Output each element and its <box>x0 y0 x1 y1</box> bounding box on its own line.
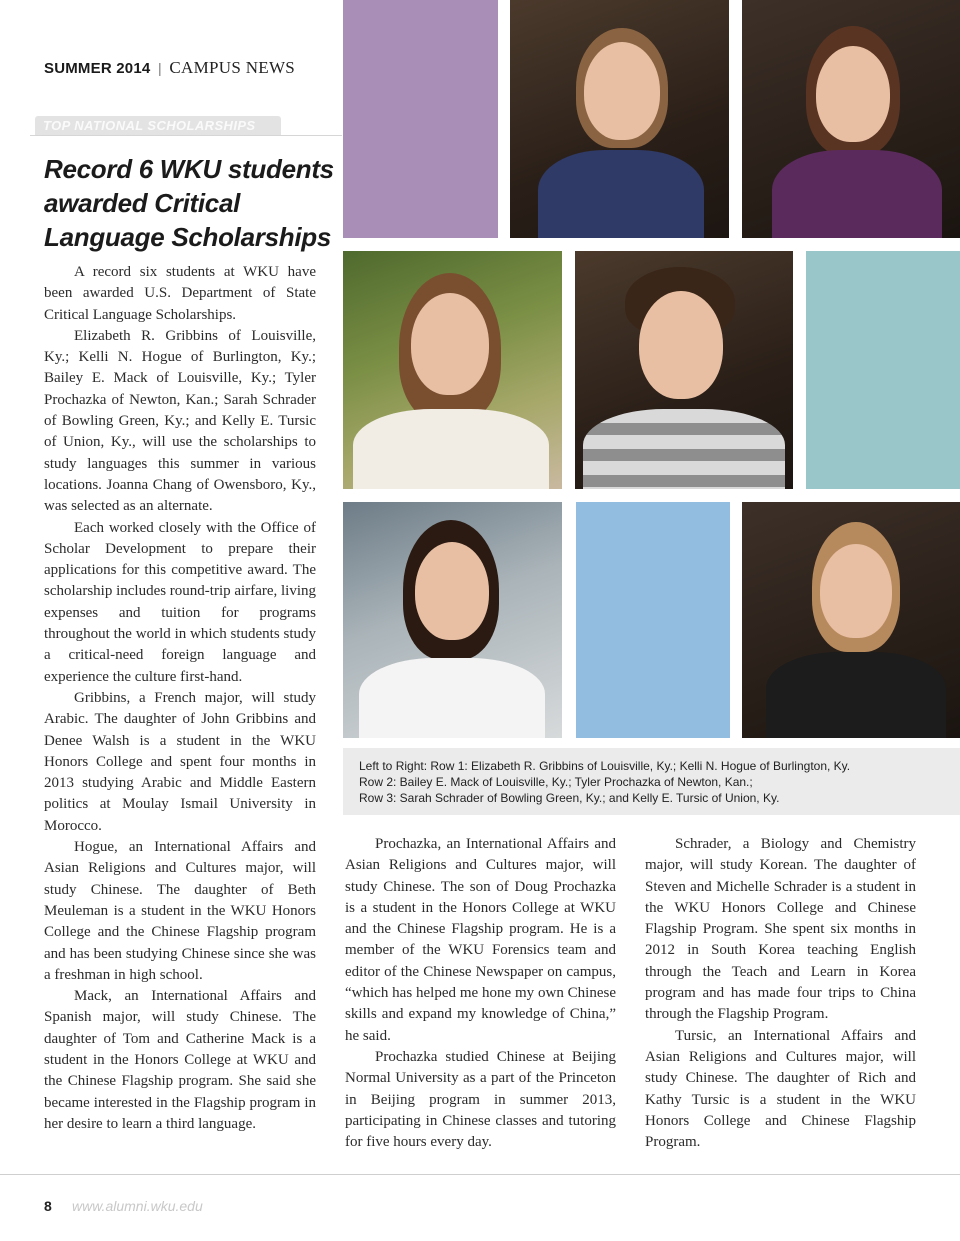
tag-divider <box>30 135 342 136</box>
section-name: CAMPUS NEWS <box>169 58 296 77</box>
photo-elizabeth-gribbins <box>510 0 729 238</box>
page-number: 8 <box>44 1198 52 1214</box>
article-headline: Record 6 WKU students awarded Critical Language Scholarships <box>44 154 334 252</box>
issue-header <box>44 58 295 78</box>
blue-color-tile <box>576 502 730 738</box>
footer-divider <box>0 1174 960 1175</box>
paragraph: Gribbins, a French major, will study Arabic. The daughter of John Gribbins and Denee Walsh is a student in the WKU Honors College and spent four months in 2013 studying Arabic and Middle Eastern politics at Moulay Ismail University in Morocco. <box>44 689 316 834</box>
paragraph: Schrader, a Biology and Chemistry major, will study Korean. The daughter of Steven and Michelle Schrader is a student in the WKU Honors College and Chinese Flagship Program. She spent six months in 2012 in South Korea teaching English through the Teach and Learn in Korea program and has made four trips to China through the Flagship Program. <box>645 836 916 1023</box>
category-tag: TOP NATIONAL SCHOLARSHIPS <box>35 116 281 135</box>
caption-row-3: Row 3: Sarah Schrader of Bowling Green, Ky.; and Kelly E. Tursic of Union, Ky. <box>359 791 780 805</box>
paragraph: Each worked closely with the Office of Scholar Development to prepare their applications for this competitive award. The scholarship includes round-trip airfare, living expenses and tuition for programs throughout the world in which students study a critical-need foreign language and experience the culture first-hand. <box>44 519 317 685</box>
paragraph: Prochazka, an International Affairs and Asian Religions and Cultures major, will study Chinese. The son of Doug Prochazka is a student in the Honors College at WKU and the Chinese Flagship program. He is a member of the WKU Forensics team and editor of the Chinese Newspaper on campus, “which has helped me hone my own Chinese skills and expand my knowledge of China,” he said. <box>345 836 616 1044</box>
article-column-2 <box>345 834 616 1153</box>
photo-kelly-tursic <box>742 502 960 738</box>
teal-color-tile <box>806 251 960 489</box>
article-column-3 <box>645 834 916 1153</box>
paragraph: Prochazka studied Chinese at Beijing Normal University as a part of the Princeton in Beijing program in summer 2013, participating in Chinese classes and tutoring for five hours every day. <box>345 1048 616 1151</box>
paragraph: A record six students at WKU have been awarded U.S. Department of State Critical Language Scholarships. <box>44 264 316 323</box>
photo-caption <box>359 758 949 806</box>
photo-kelli-hogue <box>742 0 960 238</box>
caption-row-2: Row 2: Bailey E. Mack of Louisville, Ky.; Tyler Prochazka of Newton, Kan.; <box>359 775 753 789</box>
paragraph: Elizabeth R. Gribbins of Louisville, Ky.; Kelli N. Hogue of Burlington, Ky.; Bailey E. Mack of Louisville, Ky.; Tyler Prochazka of Newton, Kan.; Sarah Schrader of Bowling Green, Ky.; and Kelly E. Tursic of Union, Ky., will use the scholarships to study languages this summer in various locations. Joanna Chang of Owensboro, Ky., was selected as an alternate. <box>44 327 316 515</box>
photo-bailey-mack <box>343 251 562 489</box>
paragraph: Tursic, an International Affairs and Asian Religions and Cultures major, will study Chinese. The daughter of Rich and Kathy Tursic is a student in the WKU Honors College and Chinese Flagship Program. <box>645 1027 916 1151</box>
article-column-1 <box>44 262 316 1135</box>
paragraph: Mack, an International Affairs and Spanish major, will study Chinese. The daughter of Tom and Catherine Mack is a student in the Honors College at WKU and the Chinese Flagship program. She said she became interested in the Flagship program in her desire to learn a third language. <box>44 988 316 1132</box>
photo-sarah-schrader <box>343 502 562 738</box>
website-link[interactable]: www.alumni.wku.edu <box>72 1198 203 1214</box>
caption-row-1: Left to Right: Row 1: Elizabeth R. Gribbins of Louisville, Ky.; Kelli N. Hogue of Burlington, Ky. <box>359 759 851 773</box>
issue-season: SUMMER 2014 <box>44 60 151 77</box>
header-separator: | <box>158 61 162 77</box>
lilac-color-tile <box>343 0 498 238</box>
paragraph: Hogue, an International Affairs and Asian Religions and Cultures major, will study Chinese. The daughter of Beth Meuleman is a student in the WKU Honors College and the Chinese Flagship program and has been studying Chinese since she was a freshman in high school. <box>44 839 316 983</box>
photo-tyler-prochazka <box>575 251 793 489</box>
